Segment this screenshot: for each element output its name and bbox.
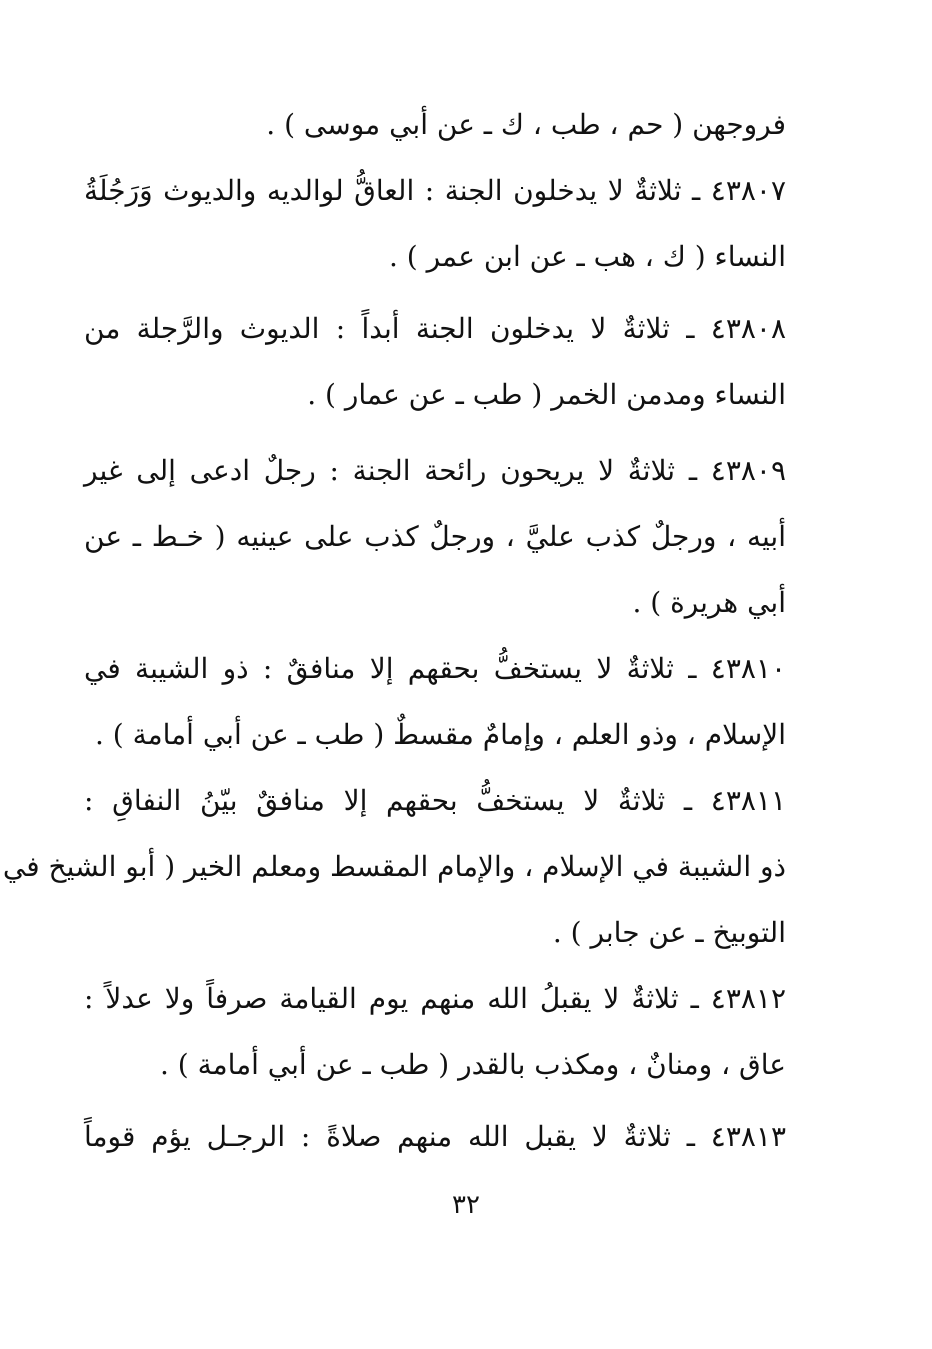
hadith-43810-line-1: ٤٣٨١٠ ـ ثلاثةٌ لا يستخفُّ بحقهم إلا منافقٌ : ذو الشيبة في xyxy=(84,652,786,685)
hadith-43811-line-3: التوبيخ ـ عن جابر ) . xyxy=(552,916,786,949)
hadith-43807-line-1: ٤٣٨٠٧ ـ ثلاثةٌ لا يدخلون الجنة : العاقُّ لوالديه والديوث وَرَجُلَةُ xyxy=(84,174,786,207)
hadith-43809-line-1: ٤٣٨٠٩ ـ ثلاثةٌ لا يريحون رائحة الجنة : رجلٌ ادعى إلى غير xyxy=(84,454,786,487)
page-number: ٣٢ xyxy=(452,1190,480,1220)
hadith-43808-line-1: ٤٣٨٠٨ ـ ثلاثةٌ لا يدخلون الجنة أبداً : الديوث والرَّجلة من xyxy=(84,312,786,345)
text-line-1: فروجهن ( حم ، طب ، ك ـ عن أبي موسى ) . xyxy=(266,108,786,141)
hadith-text-block xyxy=(2,92,786,1170)
hadith-43810-line-2: الإسلام ، وذو العلم ، وإمامٌ مقسطٌ ( طب ـ عن أبي أمامة ) . xyxy=(94,718,786,751)
hadith-43811-line-2: ذو الشيبة في الإسلام ، والإمام المقسط ومعلم الخير ( أبو الشيخ في xyxy=(2,850,786,883)
hadith-43807-line-2: النساء ( ك ، هب ـ عن ابن عمر ) . xyxy=(388,240,786,273)
hadith-43811-line-1: ٤٣٨١١ ـ ثلاثةٌ لا يستخفُّ بحقهم إلا منافقٌ بيّنُ النفاقِ : xyxy=(84,784,786,817)
hadith-43812-line-1: ٤٣٨١٢ ـ ثلاثةٌ لا يقبلُ الله منهم يوم القيامة صرفاً ولا عدلاً : xyxy=(84,982,786,1015)
hadith-43812-line-2: عاق ، ومنانٌ ، ومكذب بالقدر ( طب ـ عن أبي أمامة ) . xyxy=(159,1048,786,1081)
hadith-43809-line-3: أبي هريرة ) . xyxy=(632,586,786,619)
hadith-43809-line-2: أبيه ، ورجلٌ كذب عليَّ ، ورجلٌ كذب على عينيه ( خـط ـ عن xyxy=(84,520,786,553)
hadith-43808-line-2: النساء ومدمن الخمر ( طب ـ عن عمار ) . xyxy=(307,378,786,411)
hadith-43813-line-1: ٤٣٨١٣ ـ ثلاثةٌ لا يقبل الله منهم صلاةً : الرجـل يؤم قوماً xyxy=(84,1120,786,1153)
